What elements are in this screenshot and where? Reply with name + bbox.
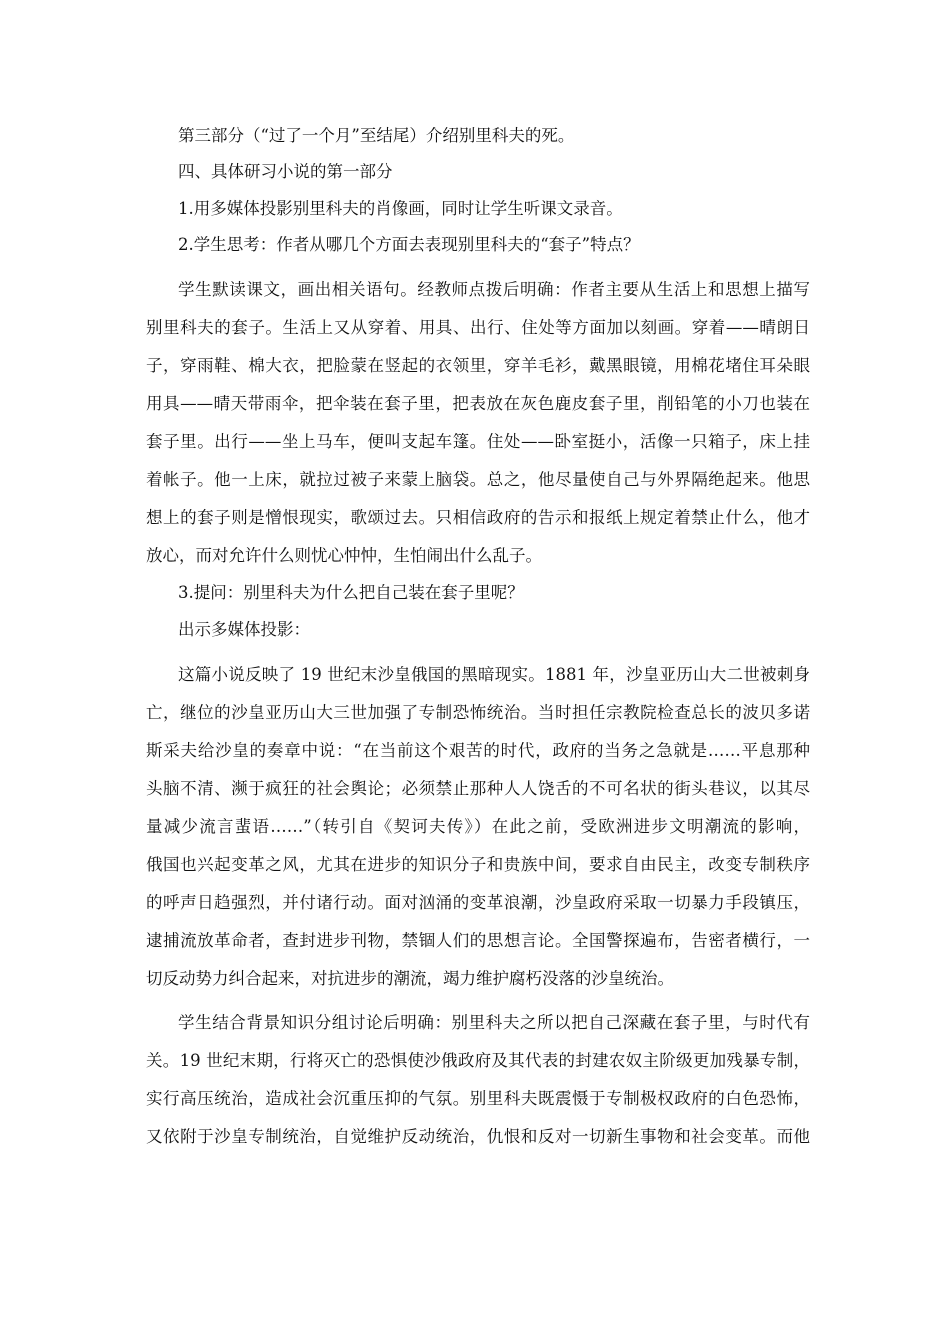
text-line: 俄国也兴起变革之风，尤其在进步的知识分子和贵族中间，要求自由民主，改变专制秩序 (146, 855, 810, 874)
text-line: 学生默读课文，画出相关语句。经教师点拨后明确：作者主要从生活上和思想上描写 (178, 280, 810, 299)
list-item-2: 2.学生思考：作者从哪几个方面去表现别里科夫的“套子”特点？ (178, 235, 640, 254)
text-line: 放心，而对允许什么则忧心忡忡，生怕闹出什么乱子。 (146, 546, 542, 565)
text-line: 套子里。出行——坐上马车，便叫支起车篷。住处——卧室挺小，活像一只箱子，床上挂 (146, 432, 810, 451)
text-line: 学生结合背景知识分组讨论后明确：别里科夫之所以把自己深藏在套子里，与时代有 (178, 1013, 810, 1032)
text-line: 又依附于沙皇专制统治，自觉维护反动统治，仇恨和反对一切新生事物和社会变革。而他 (146, 1127, 810, 1146)
list-item-3: 3.提问：别里科夫为什么把自己装在套子里呢？ (178, 583, 524, 602)
text-line: 实行高压统治，造成社会沉重压抑的气氛。别里科夫既震慑于专制极权政府的白色恐怖， (146, 1089, 810, 1108)
projection-label: 出示多媒体投影： (178, 620, 310, 639)
section-heading-four: 四、具体研习小说的第一部分 (178, 162, 393, 181)
text-line: 别里科夫的套子。生活上又从穿着、用具、出行、住处等方面加以刻画。穿着——晴朗日 (146, 318, 810, 337)
list-item-1: 1.用多媒体投影别里科夫的肖像画，同时让学生听课文录音。 (178, 199, 623, 218)
text-line: 用具——晴天带雨伞，把伞装在套子里，把表放在灰色鹿皮套子里，削铅笔的小刀也装在 (146, 394, 810, 413)
text-line: 逮捕流放革命者，查封进步刊物，禁锢人们的思想言论。全国警探遍布，告密者横行，一 (146, 931, 810, 950)
text-line: 这篇小说反映了 19 世纪末沙皇俄国的黑暗现实。1881 年，沙皇亚历山大二世被刺身 (178, 665, 810, 684)
text-line: 子，穿雨鞋、棉大衣，把脸蒙在竖起的衣领里，穿羊毛衫，戴黑眼镜，用棉花堵住耳朵眼 (146, 356, 810, 375)
text-line: 头脑不清、濒于疯狂的社会舆论；必须禁止那种人人饶舌的不可名状的街头巷议，以其尽 (146, 779, 810, 798)
text-line: 的呼声日趋强烈，并付诸行动。面对汹涌的变革浪潮，沙皇政府采取一切暴力手段镇压， (146, 893, 810, 912)
text-line: 切反动势力纠合起来，对抗进步的潮流，竭力维护腐朽没落的沙皇统治。 (146, 969, 674, 988)
text-line: 量减少流言蜚语……”（转引自《契诃夫传》）在此之前，受欧洲进步文明潮流的影响， (146, 817, 810, 836)
text-line: 关。19 世纪末期，行将灭亡的恐惧使沙俄政府及其代表的封建农奴主阶级更加残暴专制， (146, 1051, 810, 1070)
text-line: 亡，继位的沙皇亚历山大三世加强了专制恐怖统治。当时担任宗教院检查总长的波贝多诺 (146, 703, 810, 722)
text-line: 斯采夫给沙皇的奏章中说：“在当前这个艰苦的时代，政府的当务之急就是……平息那种 (146, 741, 810, 760)
text-line: 着帐子。他一上床，就拉过被子来蒙上脑袋。总之，他尽量使自己与外界隔绝起来。他思 (146, 470, 810, 489)
text-line: 想上的套子则是憎恨现实，歌颂过去。只相信政府的告示和报纸上规定着禁止什么，他才 (146, 508, 810, 527)
paragraph-part-three: 第三部分（“过了一个月”至结尾）介绍别里科夫的死。 (178, 126, 575, 145)
